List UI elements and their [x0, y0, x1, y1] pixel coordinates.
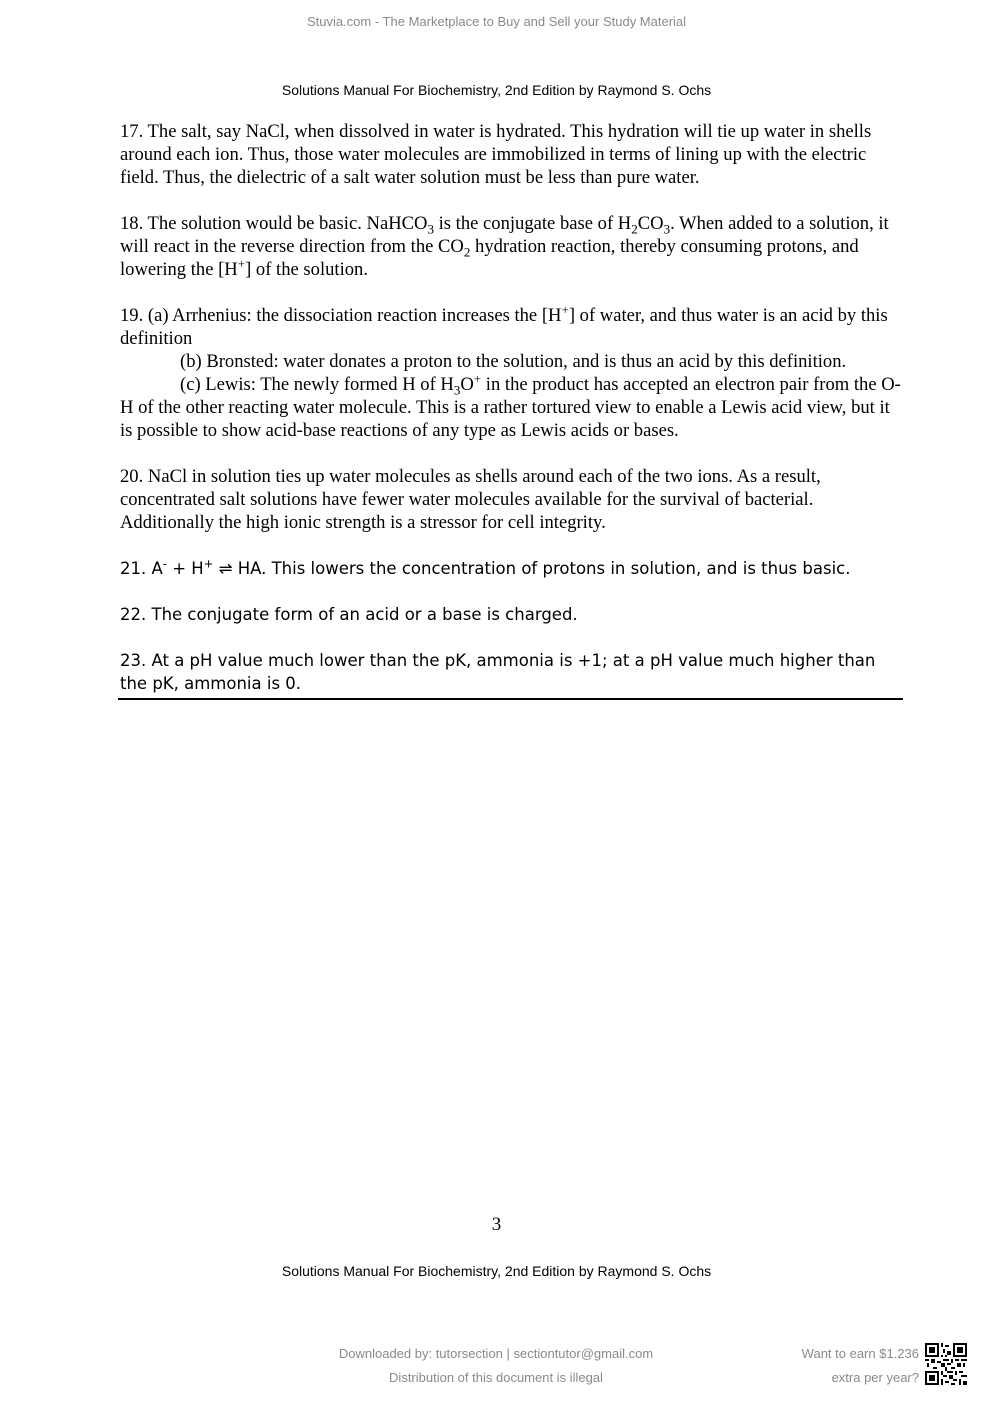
superscript: +	[561, 301, 569, 317]
subscript: 2	[631, 221, 638, 237]
running-header: Solutions Manual For Biochemistry, 2nd Edition by Raymond S. Ochs	[281, 82, 712, 98]
subscript: 3	[663, 221, 671, 237]
answer-18-text: . When added to a solution, it will react in the reverse direction from the CO	[120, 213, 889, 257]
answer-17: 17. The salt, say NaCl, when dissolved in water is hydrated. This hydration will tie up water in shells around each ion. Thus, those water molecules are immobilized in terms of lining up with the electric field. Thus, the dielectric of a salt water solution must be less than pure water.	[120, 121, 872, 188]
subscript: 3	[427, 221, 434, 237]
answer-19c-text: (c) Lewis: The newly formed H of H	[180, 374, 454, 395]
answer-19c-text: O	[460, 374, 474, 395]
earn-promo-line2[interactable]: extra per year?	[831, 1370, 919, 1385]
stuvia-banner[interactable]: Stuvia.com - The Marketplace to Buy and Sell your Study Material	[306, 14, 687, 29]
running-footer: Solutions Manual For Biochemistry, 2nd Edition by Raymond S. Ochs	[281, 1263, 712, 1279]
answer-19c	[120, 370, 903, 442]
superscript: -	[162, 556, 167, 571]
answer-21	[120, 557, 903, 580]
answer-19	[120, 301, 903, 442]
earn-promo-line1[interactable]: Want to earn $1.236	[801, 1346, 919, 1361]
answer-18	[120, 212, 903, 281]
answer-18-text: is the conjugate base of H	[433, 213, 632, 234]
page-content	[120, 120, 903, 695]
download-info: Downloaded by: tutorsection | sectiontutor@gmail.com	[338, 1346, 654, 1361]
answer-20: 20. NaCl in solution ties up water molecules as shells around each of the two ions. As a result, concentrated salt solutions have fewer water molecules available for the survival of bacterial. Additionally the high ionic strength is a stressor for cell integrity.	[120, 466, 821, 533]
answer-19a-text: ] of water, and thus water is an acid by this definition	[120, 305, 888, 349]
subscript: 2	[463, 244, 471, 260]
answer-18-text: ] of the solution.	[245, 259, 368, 280]
qr-code-icon[interactable]	[925, 1343, 967, 1385]
answer-18-text: 18. The solution would be basic. NaHCO	[120, 213, 428, 234]
superscript: +	[473, 370, 482, 386]
distribution-notice: Distribution of this document is illegal	[389, 1370, 603, 1385]
answer-19c-text: in the product has accepted an electron pair from the O-H of the other reacting water molecule. This is a rather tortured view to enable a Lewis acid view, but it is possible to show acid-base reactions of any type as Lewis acids or bases.	[120, 374, 901, 441]
answer-19b: (b) Bronsted: water donates a proton to the solution, and is thus an acid by this definition.	[180, 351, 847, 372]
superscript: +	[237, 255, 246, 271]
answer-19a-text: 19. (a) Arrhenius: the dissociation reaction increases the [H	[120, 305, 562, 326]
section-divider	[118, 698, 903, 700]
answer-18-text: hydration reaction, thereby consuming protons, and lowering the [H	[120, 236, 859, 280]
answer-22: 22. The conjugate form of an acid or a base is charged.	[120, 605, 578, 624]
answer-21-text: ⇌ HA. This lowers the concentration of protons in solution, and is thus basic.	[213, 559, 851, 578]
answer-21-text: 21. A	[120, 559, 163, 578]
page-number: 3	[491, 1214, 502, 1235]
answer-19a	[120, 301, 888, 349]
superscript: +	[203, 556, 214, 571]
answer-21-text: + H	[166, 559, 204, 578]
answer-23: 23. At a pH value much lower than the pK, ammonia is +1; at a pH value much higher than the pK, ammonia is 0.	[120, 651, 876, 693]
answer-18-text: CO	[637, 213, 664, 234]
subscript: 3	[453, 382, 461, 398]
